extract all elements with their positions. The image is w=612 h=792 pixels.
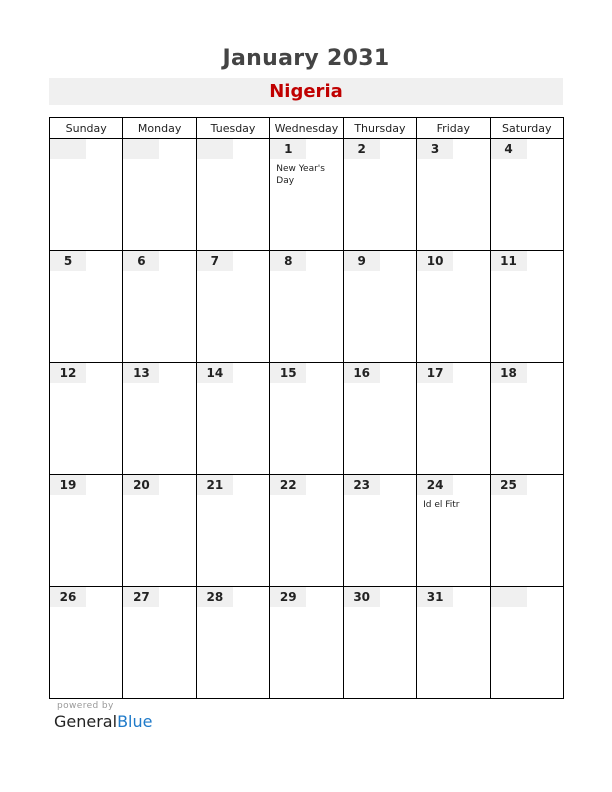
day-cell[interactable] (343, 251, 416, 363)
day-cell[interactable] (50, 139, 123, 251)
day-cell[interactable] (490, 139, 563, 251)
weekday-monday: Monday (123, 118, 196, 139)
week-row (50, 251, 564, 363)
day-cell[interactable] (343, 139, 416, 251)
day-number: 10 (417, 251, 453, 271)
holiday-label: Id el Fitr (423, 500, 460, 510)
day-number: 23 (344, 475, 380, 495)
day-number: 24 (417, 475, 453, 495)
day-cell[interactable] (343, 363, 416, 475)
day-number: 13 (123, 363, 159, 383)
day-number: 3 (417, 139, 453, 159)
day-number: 12 (50, 363, 86, 383)
day-number (50, 139, 86, 159)
country-banner (49, 78, 563, 105)
calendar-grid (49, 117, 564, 699)
day-number: 21 (197, 475, 233, 495)
day-number: 25 (491, 475, 527, 495)
logo-blue: Blue (117, 712, 153, 731)
day-number: 8 (270, 251, 306, 271)
week-row (50, 475, 564, 587)
day-cell[interactable] (270, 475, 343, 587)
day-cell[interactable] (123, 475, 196, 587)
day-number: 11 (491, 251, 527, 271)
day-number: 2 (344, 139, 380, 159)
day-cell[interactable] (490, 587, 563, 699)
day-number: 6 (123, 251, 159, 271)
weekday-wednesday: Wednesday (270, 118, 343, 139)
day-number: 15 (270, 363, 306, 383)
calendar-title: January 2031 (222, 46, 390, 71)
day-cell[interactable] (270, 587, 343, 699)
generalblue-logo[interactable] (54, 712, 152, 731)
day-cell[interactable] (50, 251, 123, 363)
weekday-saturday: Saturday (490, 118, 563, 139)
day-cell[interactable] (270, 139, 343, 251)
day-cell[interactable] (123, 139, 196, 251)
day-cell[interactable] (417, 475, 490, 587)
day-number: 20 (123, 475, 159, 495)
weekday-friday: Friday (417, 118, 490, 139)
day-number: 26 (50, 587, 86, 607)
day-cell[interactable] (196, 587, 269, 699)
day-number: 5 (50, 251, 86, 271)
week-row (50, 363, 564, 475)
logo-general: General (54, 712, 118, 731)
day-number: 28 (197, 587, 233, 607)
day-cell[interactable] (196, 475, 269, 587)
day-number: 4 (491, 139, 527, 159)
day-cell[interactable] (417, 251, 490, 363)
powered-by-text: powered by (57, 701, 114, 711)
day-cell[interactable] (417, 587, 490, 699)
day-number: 30 (344, 587, 380, 607)
day-number: 17 (417, 363, 453, 383)
day-number: 9 (344, 251, 380, 271)
week-row (50, 587, 564, 699)
day-cell[interactable] (50, 475, 123, 587)
day-cell[interactable] (417, 363, 490, 475)
day-cell[interactable] (196, 139, 269, 251)
day-cell[interactable] (196, 363, 269, 475)
country-name: Nigeria (269, 81, 343, 102)
day-number: 16 (344, 363, 380, 383)
day-cell[interactable] (196, 251, 269, 363)
day-cell[interactable] (490, 251, 563, 363)
day-number: 27 (123, 587, 159, 607)
day-number: 1 (270, 139, 306, 159)
day-cell[interactable] (490, 475, 563, 587)
day-cell[interactable] (50, 587, 123, 699)
day-number (197, 139, 233, 159)
day-number: 18 (491, 363, 527, 383)
day-cell[interactable] (270, 363, 343, 475)
weekday-tuesday: Tuesday (196, 118, 269, 139)
weekday-thursday: Thursday (343, 118, 416, 139)
week-row (50, 139, 564, 251)
day-cell[interactable] (417, 139, 490, 251)
day-cell[interactable] (123, 363, 196, 475)
day-number: 19 (50, 475, 86, 495)
day-number: 29 (270, 587, 306, 607)
day-cell[interactable] (123, 587, 196, 699)
day-cell[interactable] (343, 475, 416, 587)
day-number: 7 (197, 251, 233, 271)
weekday-header-row (50, 118, 564, 139)
day-cell[interactable] (123, 251, 196, 363)
weekday-sunday: Sunday (50, 118, 123, 139)
day-number: 22 (270, 475, 306, 495)
day-cell[interactable] (343, 587, 416, 699)
day-cell[interactable] (270, 251, 343, 363)
day-number (123, 139, 159, 159)
day-number: 14 (197, 363, 233, 383)
day-cell[interactable] (490, 363, 563, 475)
holiday-label: New Year's Day (276, 164, 325, 186)
day-number (491, 587, 527, 607)
day-number: 31 (417, 587, 453, 607)
day-cell[interactable] (50, 363, 123, 475)
